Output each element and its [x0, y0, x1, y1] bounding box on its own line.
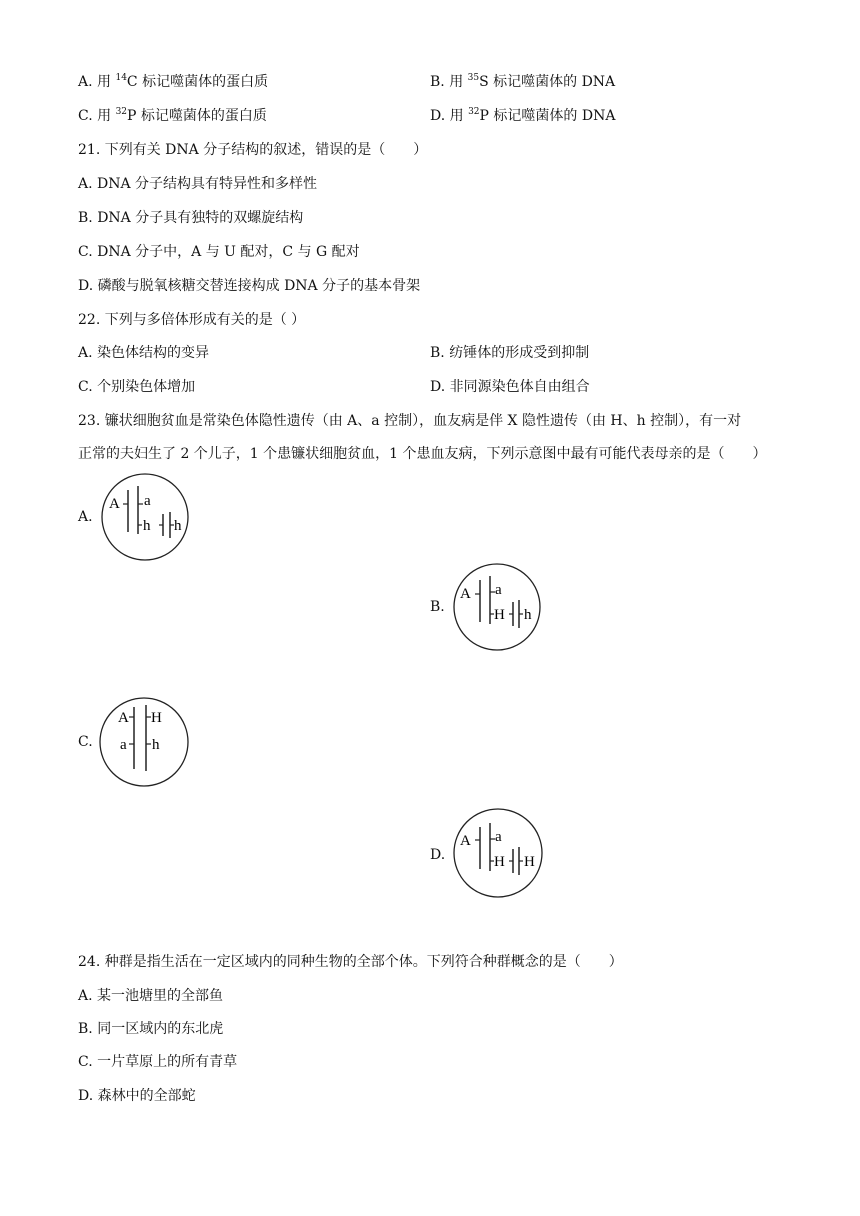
q23-option-b-diagram: [452, 562, 542, 656]
q20-option-b: B. 用 $^{35}$S 标记噬菌体的 DNA: [430, 73, 616, 90]
q23-option-d-label: D.: [430, 847, 446, 863]
gene-label: A: [460, 586, 471, 602]
gene-label: h: [143, 518, 151, 534]
q22-option-b: B. 纺锤体的形成受到抑制: [430, 345, 590, 361]
q23-stem-line1: 23. 镰状细胞贫血是常染色体隐性遗传（由 A、a 控制），血友病是伴 X 隐性遗传（由 H、h 控制），有一对: [78, 413, 742, 429]
q24-option-d: D. 森林中的全部蛇: [78, 1088, 196, 1104]
gene-label: A: [109, 496, 120, 512]
q23-option-a-diagram: [100, 472, 190, 566]
q22-option-c: C. 个别染色体增加: [78, 379, 196, 395]
gene-label: a: [144, 493, 151, 509]
q23-option-d-diagram: [452, 807, 544, 903]
q21-stem: 21. 下列有关 DNA 分子结构的叙述，错误的是（ ）: [78, 142, 428, 158]
gene-label: H: [151, 710, 162, 726]
q21-option-d: D. 磷酸与脱氧核糖交替连接构成 DNA 分子的基本骨架: [78, 278, 421, 294]
q23-option-c-diagram: [98, 697, 190, 791]
gene-label: H: [494, 607, 505, 623]
gene-label: H: [524, 854, 535, 870]
q21-option-a: A. DNA 分子结构具有特异性和多样性: [78, 176, 318, 192]
gene-label: H: [494, 854, 505, 870]
q24-option-b: B. 同一区域内的东北虎: [78, 1021, 224, 1037]
q24-option-c: C. 一片草原上的所有青草: [78, 1054, 238, 1070]
gene-label: h: [174, 518, 182, 534]
gene-label: h: [524, 607, 532, 623]
gene-label: a: [495, 582, 502, 598]
gene-label: a: [120, 737, 127, 753]
cell-circle: [100, 698, 188, 786]
gene-label: h: [152, 737, 160, 753]
q22-stem: 22. 下列与多倍体形成有关的是（ ）: [78, 312, 306, 328]
gene-label: A: [118, 710, 129, 726]
q23-option-b-label: B.: [430, 599, 445, 615]
q21-option-b: B. DNA 分子具有独特的双螺旋结构: [78, 210, 304, 226]
q20-option-d: D. 用 $^{32}$P 标记噬菌体的 DNA: [430, 107, 616, 124]
q21-option-c: C. DNA 分子中，A 与 U 配对，C 与 G 配对: [78, 244, 360, 260]
q20-option-c: C. 用 $^{32}$P 标记噬菌体的蛋白质: [78, 107, 267, 124]
q23-option-c-label: C.: [78, 734, 93, 750]
gene-label: A: [460, 833, 471, 849]
q20-option-a: A. 用 $^{14}$C 标记噬菌体的蛋白质: [78, 73, 269, 90]
cell-circle: [454, 809, 542, 897]
q22-option-a: A. 染色体结构的变异: [78, 345, 210, 361]
gene-label: a: [495, 829, 502, 845]
q22-option-d: D. 非同源染色体自由组合: [430, 379, 590, 395]
q24-option-a: A. 某一池塘里的全部鱼: [78, 988, 224, 1004]
q23-stem-line2: 正常的夫妇生了 2 个儿子，1 个患镰状细胞贫血，1 个患血友病，下列示意图中最有可能代表母亲的是（ ）: [78, 446, 767, 462]
q24-stem: 24. 种群是指生活在一定区域内的同种生物的全部个体。下列符合种群概念的是（ ）: [78, 954, 623, 970]
cell-circle: [102, 474, 188, 560]
q23-option-a-label: A.: [78, 509, 93, 525]
